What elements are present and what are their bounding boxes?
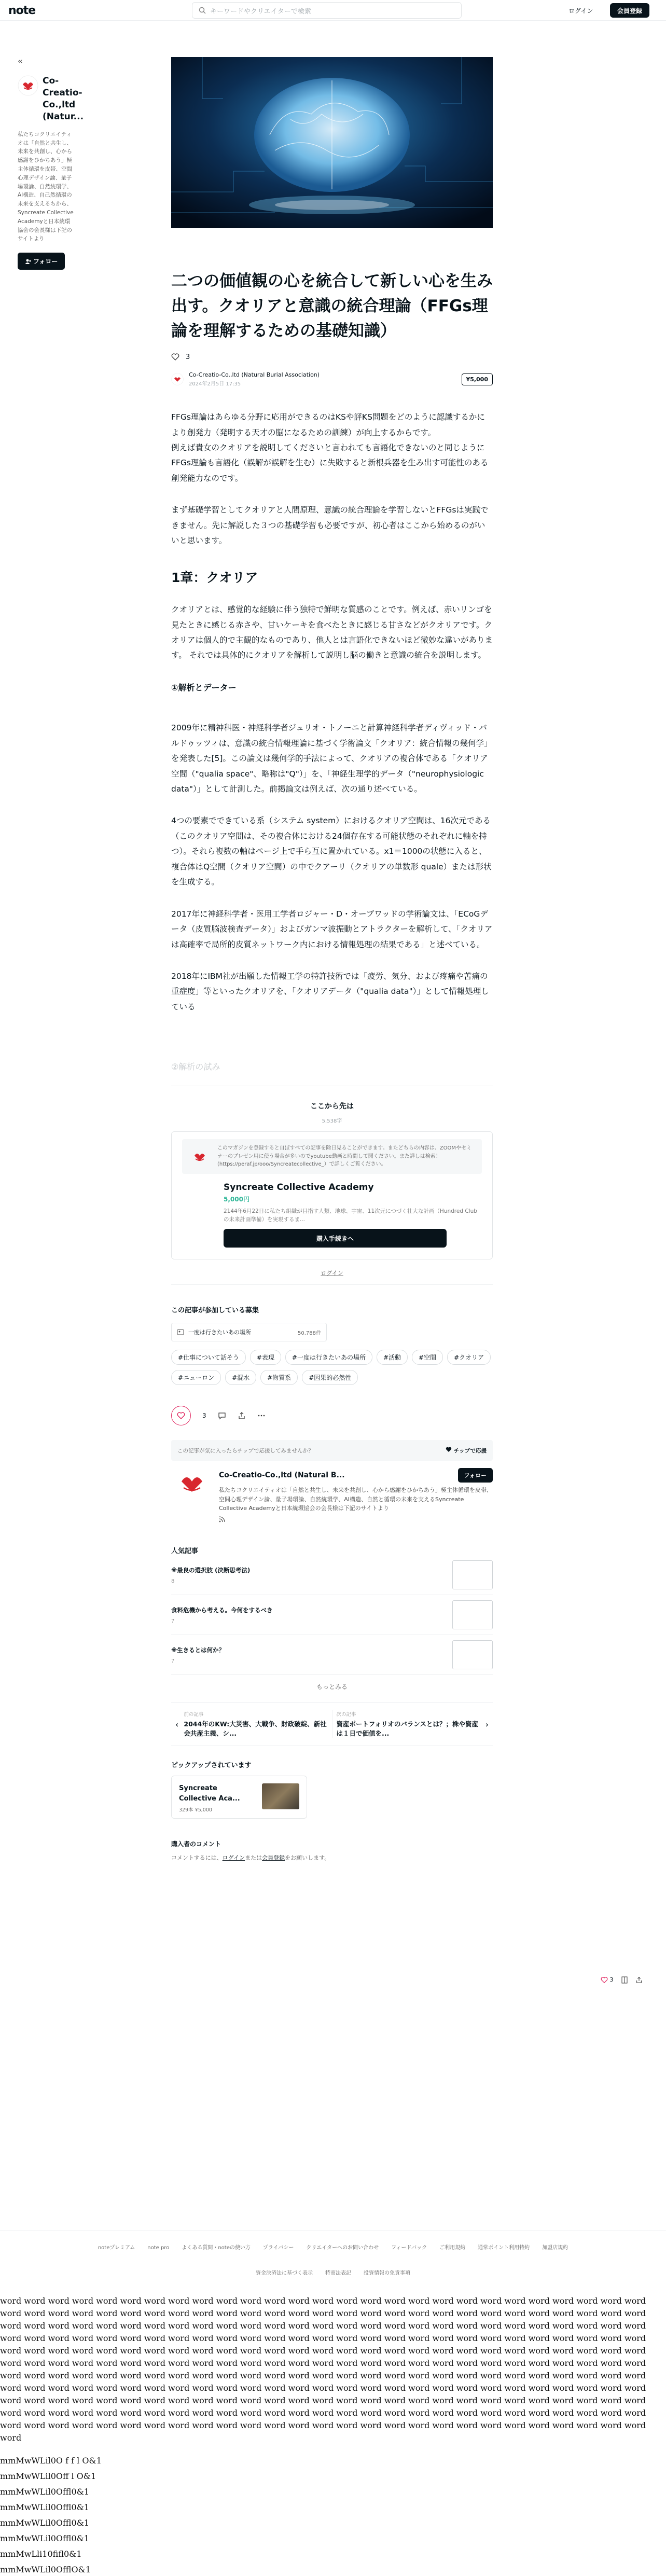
search-placeholder: キーワードやクリエイターで検索 xyxy=(210,7,311,16)
top-header xyxy=(0,0,666,21)
tag[interactable]: #物質系 xyxy=(260,1370,298,1385)
tag[interactable]: #活動 xyxy=(377,1350,408,1365)
add-user-icon xyxy=(25,258,31,265)
tag[interactable]: #クオリア xyxy=(447,1350,491,1365)
tip-button[interactable] xyxy=(446,1446,487,1455)
pickup-price: ¥5,000 xyxy=(195,1807,212,1813)
author-name[interactable]: Co-Creatio-Co.,ltd (Natural Burial Association) xyxy=(189,371,320,379)
font-probe: mmMwWLil0Off l O&1 xyxy=(0,2471,96,2481)
footer-link[interactable]: プライバシー xyxy=(262,2245,294,2251)
footer-link[interactable]: 加盟店規約 xyxy=(542,2245,568,2251)
signup-button[interactable]: 会員登録 xyxy=(610,3,649,18)
creator-bio: 私たちコクリエイティオは「自然と共生し、未来を共創し、心から感謝をひかちあう」極主体循環を皮帯、空間心理デザイン論、量子場環論、自然統環学、AI構造、自己然循環の未来を支えるちから、Syncreate Collective Academyと日本統環協会の会長様は下記のサイトより xyxy=(18,131,74,242)
product-name[interactable]: Syncreate Collective Academy xyxy=(224,1182,374,1193)
article-title: 二つの価値観の心を統合して新しい心を生み出す。クオリアと意識の統合理論（FFGs理論を理解するための基礎知識） xyxy=(171,272,493,341)
creator-bio: 私たちコクリエイティオは「自然と共生し、未来を共創し、心から感謝をひかちあう」極主体循環を皮帯、空間心理デザイン論、量子場環論、自然統環学、AI構造、自然と循環の未来を支えるSyncreate Collective Academyと日本統環協会の会長様は下記のサイトより xyxy=(219,1487,492,1512)
footer-link[interactable]: フィードバック xyxy=(391,2245,427,2251)
popular-title: ※最良の選択肢 (決断思考法) xyxy=(171,1566,251,1574)
font-probe: mmMwWLil0O f f l O&1 xyxy=(0,2456,102,2466)
popular-title: ※生きるとは何か？ xyxy=(171,1646,225,1654)
share-icon[interactable] xyxy=(635,1976,643,1984)
footer-link[interactable]: 投資情報の免責事項 xyxy=(364,2270,410,2276)
comment-login-link[interactable]: ログイン xyxy=(222,1854,245,1862)
font-probe: mmMwLli10fifl0&1 xyxy=(0,2549,82,2559)
paragraph: クオリアとは、感覚的な経験に伴う独特で鮮明な質感のことです。例えば、赤いリンゴを見たときに感じる赤さや、甘いケーキを食べたときに感じる甘さなどがクオリアです。クオリアは個人的で主観的なものであり、他人とは言語化できないほど微妙な違いがあります。 それでは具体的にクオリアを解析して説明し脳の働きと意識の統合を説明します。 xyxy=(171,605,493,660)
tag[interactable]: #表現 xyxy=(250,1350,281,1365)
publish-date: 2024年2月5日 17:35 xyxy=(189,381,241,387)
prev-label: 前の記事 xyxy=(184,1712,204,1718)
paragraph: 2017年に神経科学者・医用工学者ロジャー・D・オーブワッドの学術論文は、「ECoGデータ（皮質脳波検査データ）」およびガンマ波振動とアトラクターを解析して、「クオリアは高確率で局所的皮質ネットワーク内における情報処理の結果である」と述べている。 xyxy=(171,909,493,949)
creator-avatar[interactable] xyxy=(18,75,38,96)
popular-likes: 7 xyxy=(171,1658,175,1664)
creator-name[interactable]: Co-Creatio-Co.,ltd (Natur... xyxy=(43,76,84,122)
paywall xyxy=(171,1086,493,1285)
creator-follow-button[interactable]: フォロー xyxy=(458,1468,493,1483)
author-avatar[interactable] xyxy=(171,373,184,385)
contest-heading: この記事が参加している募集 xyxy=(171,1307,259,1315)
like-button[interactable] xyxy=(171,1406,191,1425)
share-icon[interactable] xyxy=(238,1411,246,1420)
author-row xyxy=(171,371,493,387)
font-probe: mmMwWLil0OfflO&1 xyxy=(0,2565,91,2574)
comment-icon[interactable] xyxy=(218,1411,226,1420)
paywall-login-link[interactable]: ログイン xyxy=(321,1270,343,1277)
font-probe: mmMwWLil0Offl0&1 xyxy=(0,2502,90,2512)
hero-image xyxy=(171,57,493,228)
article xyxy=(171,57,493,1862)
pickup-meta xyxy=(179,1806,257,1813)
creator-avatar[interactable] xyxy=(171,1468,213,1499)
footer-link[interactable]: 資金決済法に基づく表示 xyxy=(256,2270,313,2276)
comment-text: をお願いします。 xyxy=(285,1854,330,1862)
purchase-button[interactable]: 購入手続きへ xyxy=(224,1229,447,1248)
membership-product xyxy=(182,1182,482,1248)
next-title: 資産ポートフォリオのバランスとは？；株や資産は１日で価値を... xyxy=(336,1720,479,1738)
tag[interactable]: #空間 xyxy=(412,1350,443,1365)
login-link[interactable]: ログイン xyxy=(568,7,593,15)
search-icon xyxy=(199,7,206,14)
chapter-heading: 1章：クオリア xyxy=(171,570,258,585)
footer-link[interactable]: よくある質問・noteの使い方 xyxy=(182,2245,251,2251)
chevron-left-icon: ‹ xyxy=(175,1719,179,1729)
paywall-char-count: 5,538字 xyxy=(322,1118,342,1125)
comment-signup-link[interactable]: 会員登録 xyxy=(262,1854,285,1862)
pickup-count: 329本 xyxy=(179,1807,193,1813)
pickup-title: Syncreate Collective Aca... xyxy=(179,1784,240,1803)
comment-prompt xyxy=(171,1853,493,1862)
footer-link[interactable]: note pro xyxy=(147,2245,170,2251)
tip-icon xyxy=(446,1446,452,1452)
divider xyxy=(171,1284,493,1285)
tip-text: この記事が気に入ったらチップで応援してみませんか？ xyxy=(177,1447,314,1454)
popular-likes: 8 xyxy=(171,1578,175,1584)
see-more-link[interactable]: もっとみる xyxy=(316,1683,348,1691)
footer-link[interactable]: noteプレミアム xyxy=(98,2245,135,2251)
product-price: 5,000円 xyxy=(224,1195,249,1203)
membership-info-text: このマガジンを登録すると自ぽすべての記事を除日見ることができます。またどちらの内容は、ZOOMやセミナーのプレゼン用に使う場合が多いのでyoutube動画と時間して聞ください。また詳しは検索！(https://peraf.jp/ooo/Syncreatecollective_）で詳しくご覧ください。 xyxy=(217,1145,471,1168)
paragraph: 2009年に精神科医・神経科学者ジュリオ・トノーニと計算神経科学者ディヴィッド・バルドゥッツィは、意識の統合情報理論に基づく学術論文「クオリア：統合情報の幾何学」を発表した[5]。この論文は幾何学的手法によって、クオリアの複合体である「クオリア空間（"qualia space"、略称は"Q"）」を、「神経生理学的データ（"neurophysiologic data"）」として計測した。前掲論文は例えば、次の通り述べている。 xyxy=(171,723,492,794)
chevron-right-icon: › xyxy=(485,1719,489,1729)
follow-button[interactable] xyxy=(18,253,65,270)
font-probe: mmMwWLil0Offl0&1 xyxy=(0,2518,90,2528)
membership-info xyxy=(182,1139,482,1174)
comment-heading: 購入者のコメント xyxy=(171,1840,221,1848)
footer-link[interactable]: 特商法表記 xyxy=(325,2270,351,2276)
font-probe: mmMwWLil0Offl0&1 xyxy=(0,2533,90,2543)
paragraph: 2018年にIBM社が出願した情報工学の特許技術では「疲労、気分、および疼痛や苦痛の重症度」等といったクオリアを、「クオリアデータ（"qualia data"）」として情報処理している xyxy=(171,971,489,1012)
next-article-link[interactable] xyxy=(332,1710,493,1738)
pickup-thumbnail xyxy=(262,1783,299,1809)
pickup-heading: ピックアップされています xyxy=(171,1762,252,1770)
list-item[interactable] xyxy=(171,1635,493,1675)
heart-icon xyxy=(601,1976,608,1984)
tag[interactable]: #一度は行きたいあの場所 xyxy=(285,1350,372,1365)
filler-text xyxy=(0,2295,666,2576)
tag-list xyxy=(171,1350,493,1385)
more-icon[interactable] xyxy=(257,1411,266,1420)
paywall-title: ここから先は xyxy=(310,1102,354,1111)
tag[interactable]: #仕事について話そう xyxy=(171,1350,246,1365)
popular-thumbnail xyxy=(452,1640,493,1669)
rss-icon[interactable] xyxy=(219,1516,225,1522)
popular-thumbnail xyxy=(452,1560,493,1589)
popular-heading: 人気記事 xyxy=(171,1547,199,1556)
next-label: 次の記事 xyxy=(336,1712,356,1718)
product-description: 2144年6月22日に私たち組織が目指す人類、地球、宇宙、11次元につづく壮大な計画（Hundred Club の未来計画準備）を実現するま... xyxy=(224,1208,477,1223)
creator-sidebar xyxy=(18,56,84,270)
list-item[interactable] xyxy=(171,1595,493,1635)
footer-link[interactable]: 通常ポイント利用特約 xyxy=(478,2245,530,2251)
popular-thumbnail xyxy=(452,1600,493,1629)
collapse-icon[interactable]: « xyxy=(18,56,23,66)
contest-card[interactable] xyxy=(171,1323,327,1341)
faded-heading: ②解析の試み xyxy=(171,1062,220,1072)
font-probe: mmMwWLil0Offl0&1 xyxy=(0,2487,90,2497)
comment-text: または xyxy=(245,1854,262,1862)
tag[interactable]: #ニューロン xyxy=(171,1370,221,1385)
footer xyxy=(0,2231,666,2280)
floating-actions xyxy=(601,1976,643,1984)
heart-icon[interactable] xyxy=(171,353,179,361)
floating-like[interactable] xyxy=(601,1976,614,1984)
magazine-icon[interactable] xyxy=(621,1976,628,1984)
paragraph: FFGs理論はあらゆる分野に応用ができるのはKSや評KS問題をどのように認識するかにより創発力（発明する天才の脳になるための訓練）が向上するからです。 例えば貴女のクオリアを説明してくださいと言われても言語化できないのと同じようにFFGs理論も言語化（誤解が誤解を生む）に失敗すると新根兵器を生み出す可能性のある創発能力なのです。 xyxy=(171,412,489,483)
like-count: 3 xyxy=(202,1412,206,1420)
popular-title: 食料危機から考える。今何をするべき xyxy=(171,1606,273,1614)
paragraph: 4つの要素でできている系（システム system）におけるクオリア空間は、16次元である（このクオリア空間は、その複合体における24個存在する可能状態のそれぞれに軸を持つ）。それら複数の軸はページ上で手ら互に置かれている。x1＝1000の状態に入ると、複合体はQ空間（クオリア空間）の中でクアーリ（クオリアの単数形 quale）または形状を生成する。 xyxy=(171,816,492,887)
creator-card xyxy=(171,1468,493,1525)
article-meta xyxy=(171,353,493,361)
contest-count: 50,788件 xyxy=(298,1330,321,1336)
creator-name[interactable]: Co-Creatio-Co.,ltd (Natural B... xyxy=(219,1471,345,1480)
prev-article-link[interactable] xyxy=(171,1710,332,1738)
footer-nav xyxy=(71,2241,595,2280)
section-heading: ①解析とデーター xyxy=(171,682,237,693)
tag[interactable]: #因果的必然性 xyxy=(302,1370,358,1385)
tip-button-label: チップで応援 xyxy=(454,1448,487,1455)
creator-logo-icon xyxy=(189,1146,210,1167)
contest-label: 一度は行きたいあの場所 xyxy=(188,1329,251,1336)
heart-icon xyxy=(177,1411,185,1420)
price-badge: ¥5,000 xyxy=(462,373,493,385)
tip-bar xyxy=(171,1440,493,1461)
list-item[interactable] xyxy=(171,1555,493,1595)
comment-text: コメントするには、 xyxy=(171,1854,223,1862)
note-logo[interactable]: note xyxy=(8,4,36,17)
membership-box xyxy=(171,1131,493,1259)
floating-like-count: 3 xyxy=(609,1976,614,1983)
paragraph: まず基礎学習としてクオリアと人間原理、意識の統合理論を学習しないとFFGsは実践できません。先に解説した３つの基礎学習も必要ですが、初心者はここから始めるのがいいと思います。 xyxy=(171,505,489,546)
tag[interactable]: #混水 xyxy=(225,1370,256,1385)
like-count[interactable]: 3 xyxy=(186,353,190,361)
pickup-card[interactable] xyxy=(171,1776,307,1819)
footer-link[interactable]: クリエイターへのお問い合わせ xyxy=(306,2245,379,2251)
footer-link[interactable]: ご利用規約 xyxy=(439,2245,466,2251)
prev-title: 2044年のKW:大災害、大戦争、財政破綻、新社会共産主義、シ... xyxy=(184,1720,327,1738)
prev-next-nav xyxy=(171,1702,493,1746)
article-actions xyxy=(171,1406,493,1425)
search-input[interactable] xyxy=(192,2,462,19)
filler-words: word word word word word word word word word word word word word word word word word word word word word word word word word word word word word word word word word word word word word word word word word word word word word word word word word word word word word word word word word word word word word word word word word word word word word word word word word word word word word word word word word word word word word word word word word word word word word word word word word word word word word word word word word word word word word word word word word word word word word word word word word word word word word word word word word word word word word word word word word word word word word word word word word word word word word word word word word word word word word word word word word word word word word word word word word word word word word word word word word word word word word word word word word word word word word word word word word word word word word word word word word word word word word word word word word word word word word word word word word word word word word word word word word word word word word word word word word word word word word word word word word word word word word word word word word word word word word word word word word word word word word word word word word word word word word word word word word word word word word word word word word word word word word word word word word word word word word word word word word word xyxy=(0,2296,646,2443)
popular-likes: 7 xyxy=(171,1618,175,1624)
contest-thumb-icon xyxy=(177,1328,184,1336)
follow-label: フォロー xyxy=(33,258,58,266)
article-body xyxy=(171,410,493,1015)
